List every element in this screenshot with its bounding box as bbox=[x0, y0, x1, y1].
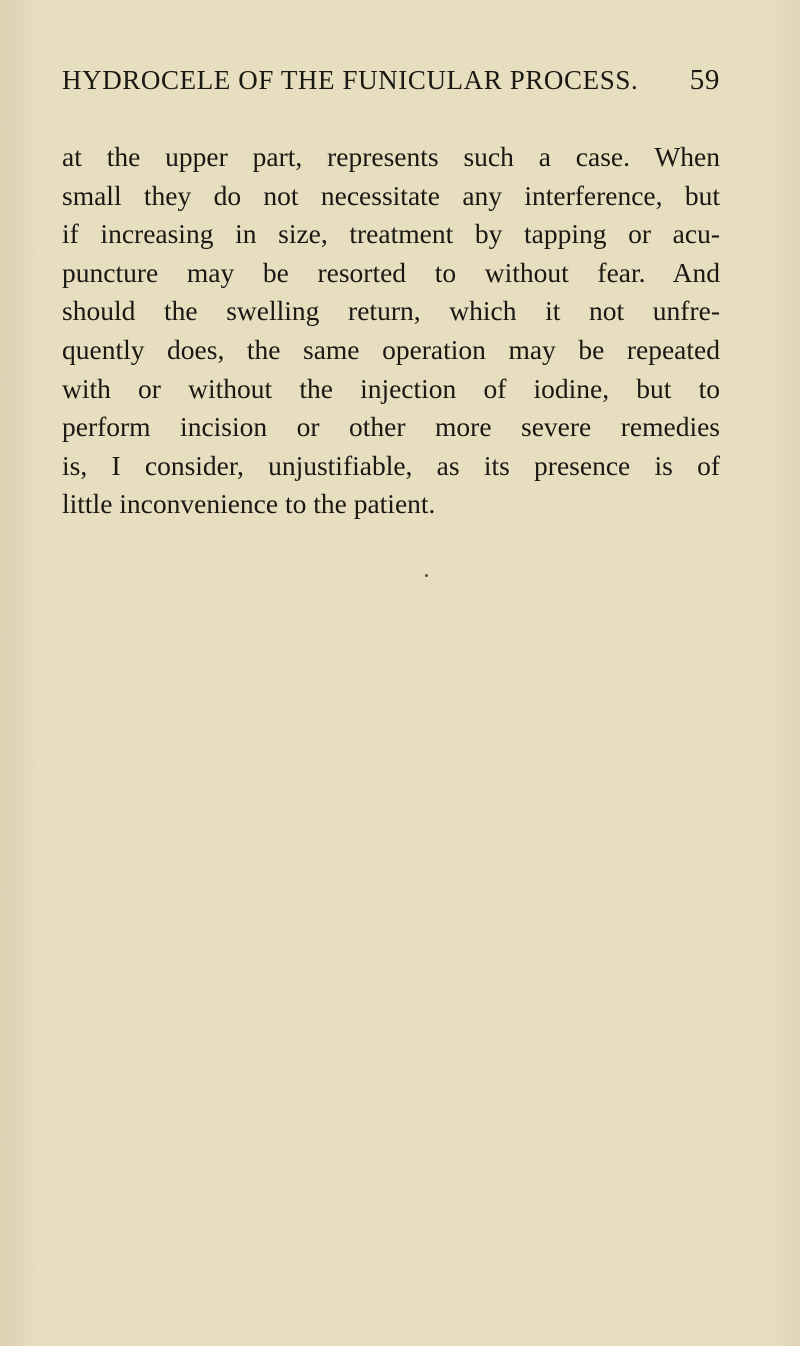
body-paragraph bbox=[62, 138, 720, 524]
text-line: quently does, the same operation may be repeated bbox=[62, 333, 720, 365]
text-line: with or without the injection of iodine, but to bbox=[62, 372, 720, 404]
text-line: puncture may be resorted to without fear. And bbox=[62, 256, 720, 288]
text-line: is, I consider, unjustifiable, as its presence is of bbox=[62, 449, 720, 481]
running-title: HYDROCELE OF THE FUNICULAR PROCESS. bbox=[62, 65, 639, 95]
print-speck bbox=[425, 574, 428, 577]
text-line: if increasing in size, treatment by tapping or acu- bbox=[62, 218, 720, 250]
text-line: small they do not necessitate any interference, but bbox=[62, 179, 720, 211]
page-number: 59 bbox=[689, 64, 720, 96]
text-line: should the swelling return, which it not unfre- bbox=[62, 295, 720, 327]
text-line: little inconvenience to the patient. bbox=[62, 488, 436, 520]
text-line: perform incision or other more severe remedies bbox=[62, 411, 720, 443]
text-line: at the upper part, represents such a case. When bbox=[62, 141, 720, 172]
running-head bbox=[62, 64, 720, 96]
